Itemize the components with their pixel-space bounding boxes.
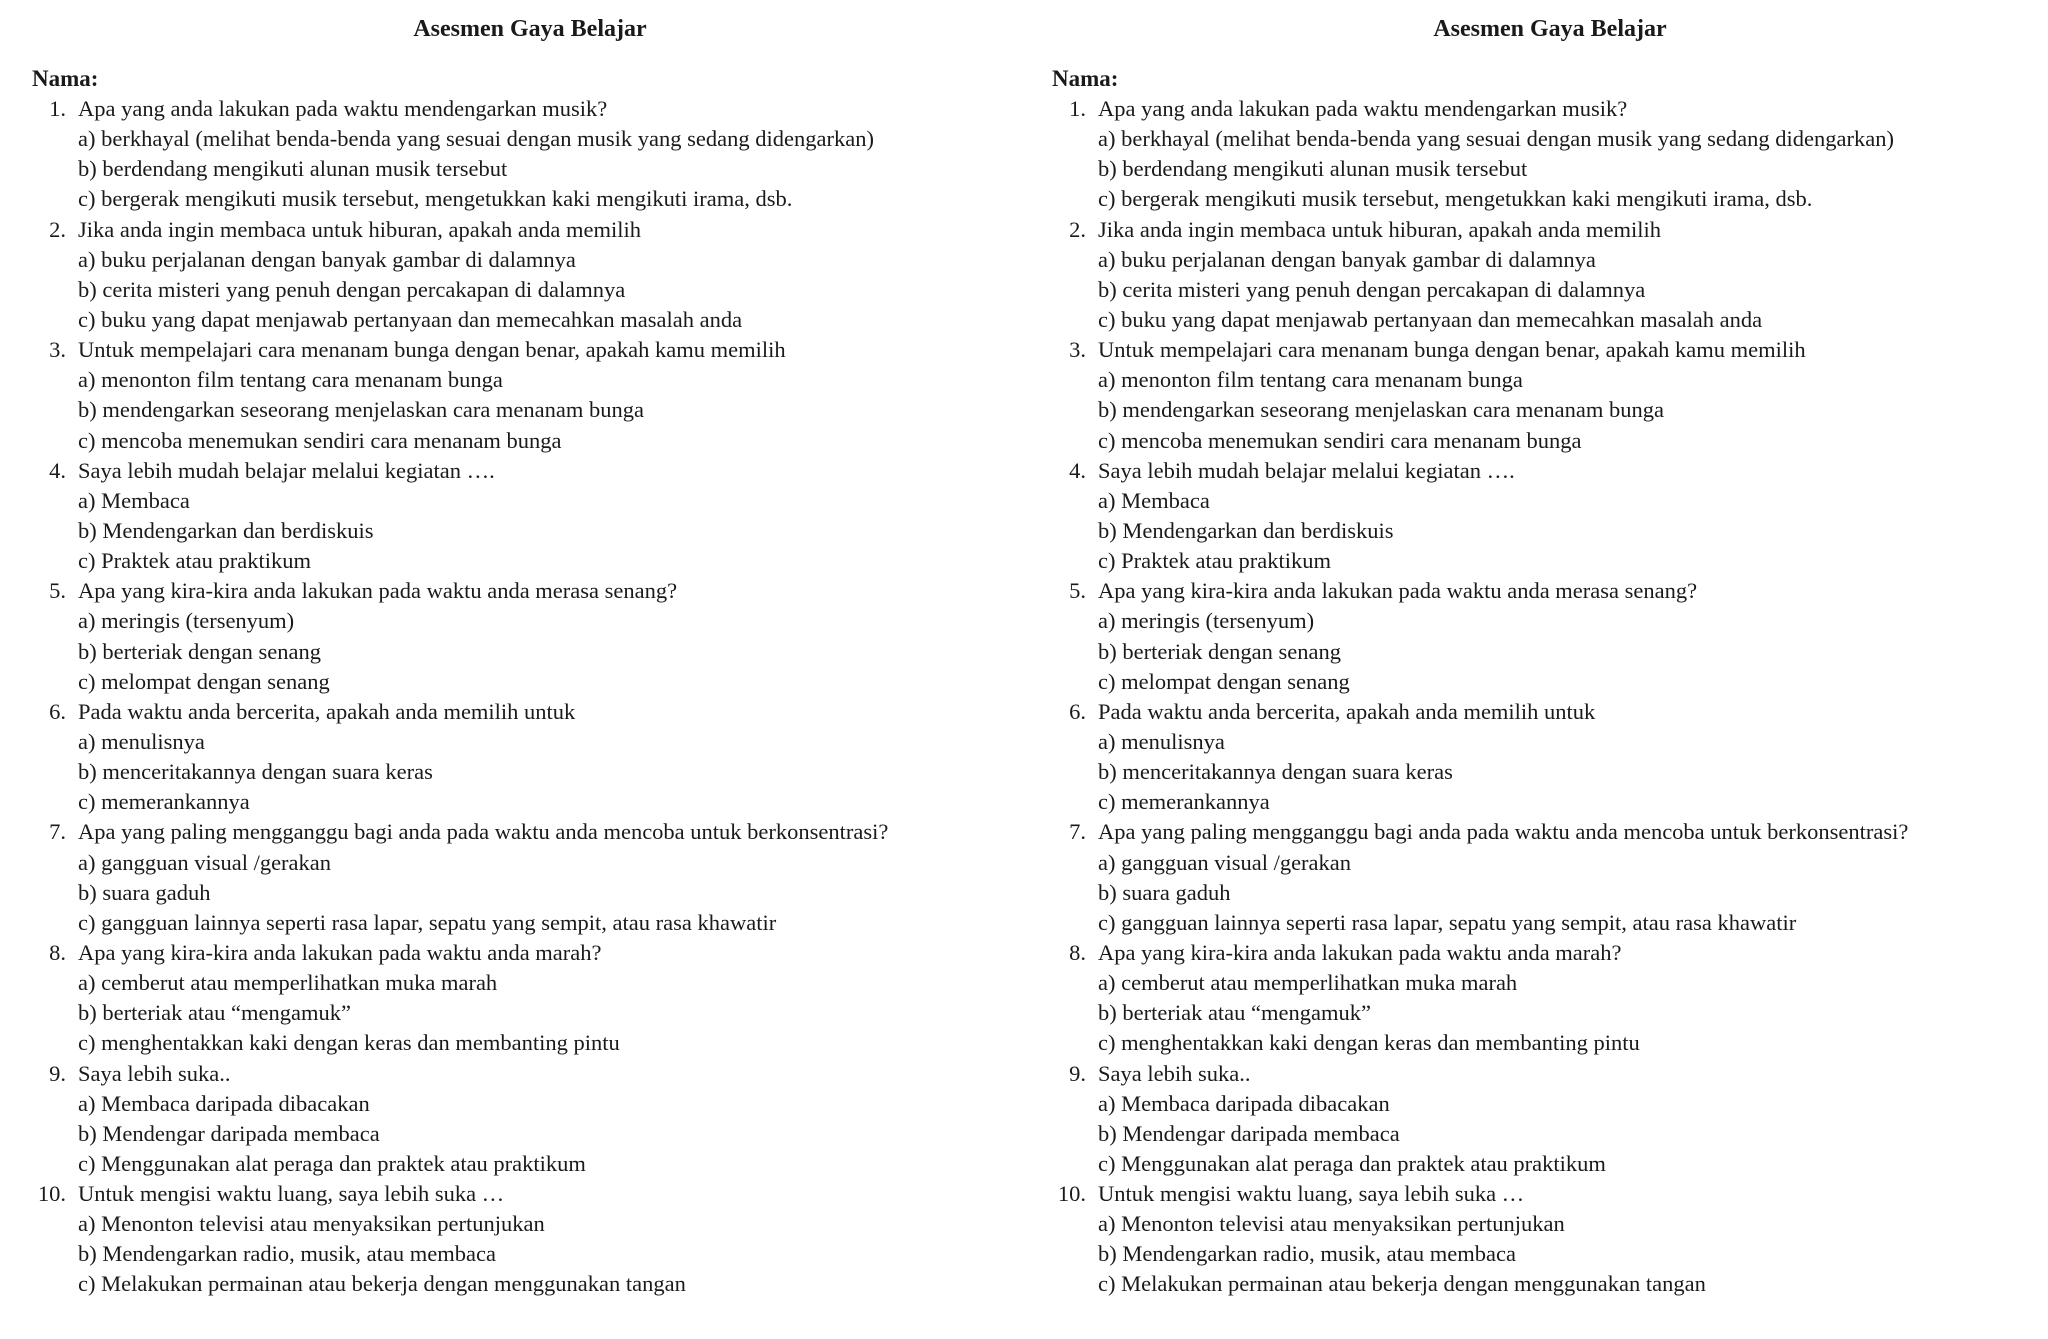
question-number: 8. (49, 939, 66, 965)
question-number: 6. (1069, 698, 1086, 724)
answer-option (30, 275, 1030, 305)
answer-option (1050, 546, 2048, 576)
answer-option (1050, 486, 2048, 516)
answer-option (30, 606, 1030, 636)
answer-option (1050, 848, 2048, 878)
answer-option-text: b) Mendengarkan radio, musik, atau membaca (78, 1241, 496, 1267)
answer-option-text: a) buku perjalanan dengan banyak gambar di dalamnya (78, 246, 576, 272)
answer-option (30, 968, 1030, 998)
answer-option-text: c) bergerak mengikuti musik tersebut, mengetukkan kaki mengikuti irama, dsb. (1098, 186, 1813, 212)
answer-option-text: c) Praktek atau praktikum (78, 548, 312, 574)
question-text: Apa yang kira-kira anda lakukan pada waktu anda marah? (78, 939, 602, 965)
answer-option-text: c) menghentakkan kaki dengan keras dan membanting pintu (1098, 1030, 1640, 1056)
answer-option-text: a) menulisnya (1098, 728, 1225, 754)
question-item (30, 1059, 1030, 1089)
answer-option-text: c) memerankannya (78, 789, 250, 815)
answer-option (1050, 395, 2048, 425)
question-item (30, 335, 1030, 365)
answer-option-text: a) gangguan visual /gerakan (78, 849, 332, 875)
answer-option (1050, 606, 2048, 636)
question-item (1050, 576, 2048, 606)
answer-option (30, 1119, 1030, 1149)
answer-option-text: a) Menonton televisi atau menyaksikan pertunjukan (1098, 1211, 1565, 1237)
answer-option (1050, 305, 2048, 335)
answer-option-text: b) berteriak atau “mengamuk” (78, 1000, 351, 1026)
answer-option (30, 365, 1030, 395)
answer-option (1050, 757, 2048, 787)
question-item (30, 94, 1030, 124)
answer-option-text: b) berdendang mengikuti alunan musik tersebut (1098, 156, 1528, 182)
answer-option-text: a) Membaca daripada dibacakan (1098, 1090, 1390, 1116)
question-text: Pada waktu anda bercerita, apakah anda memilih untuk (78, 698, 576, 724)
question-text: Apa yang paling mengganggu bagi anda pada waktu anda mencoba untuk berkonsentrasi? (78, 819, 889, 845)
question-number: 5. (1069, 578, 1086, 604)
answer-option (30, 1269, 1030, 1299)
question-list (30, 94, 1030, 1300)
question-item (30, 215, 1030, 245)
question-text: Saya lebih suka.. (1098, 1060, 1251, 1086)
answer-option (1050, 667, 2048, 697)
question-text: Pada waktu anda bercerita, apakah anda memilih untuk (1098, 698, 1596, 724)
answer-option (30, 486, 1030, 516)
answer-option (30, 1239, 1030, 1269)
answer-option (1050, 516, 2048, 546)
question-number: 7. (1069, 819, 1086, 845)
answer-option (30, 787, 1030, 817)
question-item (1050, 215, 2048, 245)
answer-option-text: b) mendengarkan seseorang menjelaskan cara menanam bunga (1098, 397, 1665, 423)
question-number: 8. (1069, 939, 1086, 965)
question-number: 5. (49, 578, 66, 604)
answer-option-text: b) Mendengarkan dan berdiskuis (1098, 517, 1394, 543)
answer-option (1050, 245, 2048, 275)
answer-option (30, 878, 1030, 908)
answer-option-text: a) gangguan visual /gerakan (1098, 849, 1352, 875)
question-number: 10. (37, 1181, 66, 1207)
answer-option-text: b) berteriak dengan senang (78, 638, 322, 664)
answer-option-text: a) menonton film tentang cara menanam bunga (1098, 367, 1523, 393)
question-number: 1. (1069, 96, 1086, 121)
question-item (1050, 938, 2048, 968)
question-number: 3. (49, 337, 66, 363)
answer-option (1050, 1119, 2048, 1149)
question-number: 9. (49, 1060, 66, 1086)
answer-option-text: b) Mendengar daripada membaca (1098, 1120, 1400, 1146)
answer-option (30, 245, 1030, 275)
answer-option-text: b) berdendang mengikuti alunan musik tersebut (78, 156, 508, 182)
question-item (30, 817, 1030, 847)
answer-option (30, 1149, 1030, 1179)
answer-option-text: a) meringis (tersenyum) (78, 608, 295, 634)
question-item (1050, 335, 2048, 365)
name-label: Nama: (1052, 66, 1119, 91)
answer-option (30, 516, 1030, 546)
answer-option-text: a) Membaca daripada dibacakan (78, 1090, 370, 1116)
question-number: 9. (1069, 1060, 1086, 1086)
answer-option (1050, 124, 2048, 154)
answer-option (30, 1089, 1030, 1119)
question-item (1050, 817, 2048, 847)
answer-option (30, 395, 1030, 425)
answer-option (1050, 878, 2048, 908)
answer-option-text: b) suara gaduh (1098, 879, 1231, 905)
answer-option-text: c) gangguan lainnya seperti rasa lapar, sepatu yang sempit, atau rasa khawatir (1098, 909, 1797, 935)
answer-option-text: a) buku perjalanan dengan banyak gambar di dalamnya (1098, 246, 1596, 272)
answer-option (30, 1209, 1030, 1239)
answer-option-text: c) Melakukan permainan atau bekerja dengan menggunakan tangan (78, 1271, 686, 1297)
answer-option-text: a) Membaca (78, 487, 190, 513)
answer-option (30, 848, 1030, 878)
question-number: 3. (1069, 337, 1086, 363)
answer-option (1050, 1269, 2048, 1299)
answer-option-text: a) berkhayal (melihat benda-benda yang sesuai dengan musik yang sedang didengarkan) (78, 126, 874, 152)
question-number: 4. (49, 457, 66, 483)
answer-option-text: c) Praktek atau praktikum (1098, 548, 1332, 574)
question-text: Apa yang anda lakukan pada waktu mendengarkan musik? (1098, 96, 1628, 121)
answer-option-text: a) cemberut atau memperlihatkan muka marah (1098, 970, 1518, 996)
question-number: 6. (49, 698, 66, 724)
answer-option-text: c) gangguan lainnya seperti rasa lapar, sepatu yang sempit, atau rasa khawatir (78, 909, 777, 935)
answer-option-text: c) mencoba menemukan sendiri cara menanam bunga (1098, 427, 1582, 453)
answer-option (30, 998, 1030, 1028)
answer-option-text: b) Mendengarkan dan berdiskuis (78, 517, 374, 543)
answer-option-text: a) Membaca (1098, 487, 1210, 513)
answer-option-text: b) suara gaduh (78, 879, 211, 905)
answer-option-text: c) buku yang dapat menjawab pertanyaan dan memecahkan masalah anda (78, 306, 743, 332)
answer-option-text: c) melompat dengan senang (1098, 668, 1350, 694)
answer-option-text: b) cerita misteri yang penuh dengan percakapan di dalamnya (1098, 276, 1646, 302)
question-item (1050, 456, 2048, 486)
question-item (30, 1179, 1030, 1209)
answer-option (30, 637, 1030, 667)
answer-option (30, 124, 1030, 154)
question-item (1050, 1059, 2048, 1089)
answer-option (30, 546, 1030, 576)
answer-option-text: a) Menonton televisi atau menyaksikan pertunjukan (78, 1211, 545, 1237)
answer-option-text: c) mencoba menemukan sendiri cara menanam bunga (78, 427, 562, 453)
question-number: 2. (49, 216, 66, 242)
question-item (30, 697, 1030, 727)
question-number: 4. (1069, 457, 1086, 483)
answer-option-text: b) Mendengar daripada membaca (78, 1120, 380, 1146)
question-item (30, 456, 1030, 486)
answer-option (1050, 637, 2048, 667)
answer-option-text: b) berteriak dengan senang (1098, 638, 1342, 664)
answer-option (1050, 1239, 2048, 1269)
question-list (1050, 94, 2048, 1300)
answer-option (1050, 1089, 2048, 1119)
answer-option-text: b) menceritakannya dengan suara keras (78, 759, 433, 785)
assessment-sheet-left (30, 0, 1040, 1339)
answer-option-text: a) cemberut atau memperlihatkan muka marah (78, 970, 498, 996)
answer-option-text: c) melompat dengan senang (78, 668, 330, 694)
answer-option (1050, 275, 2048, 305)
question-number: 10. (1057, 1181, 1086, 1207)
question-text: Untuk mengisi waktu luang, saya lebih suka … (78, 1181, 505, 1207)
answer-option-text: b) Mendengarkan radio, musik, atau membaca (1098, 1241, 1516, 1267)
answer-option-text: c) Menggunakan alat peraga dan praktek atau praktikum (78, 1150, 586, 1176)
answer-option-text: c) Melakukan permainan atau bekerja dengan menggunakan tangan (1098, 1271, 1706, 1297)
answer-option (1050, 1028, 2048, 1058)
answer-option (1050, 998, 2048, 1028)
answer-option (1050, 968, 2048, 998)
question-text: Apa yang anda lakukan pada waktu mendengarkan musik? (78, 96, 608, 121)
answer-option-text: c) memerankannya (1098, 789, 1270, 815)
document-title: Asesmen Gaya Belajar (413, 16, 647, 42)
question-text: Apa yang kira-kira anda lakukan pada waktu anda merasa senang? (1098, 578, 1698, 604)
answer-option-text: c) bergerak mengikuti musik tersebut, mengetukkan kaki mengikuti irama, dsb. (78, 186, 793, 212)
question-text: Apa yang kira-kira anda lakukan pada waktu anda merasa senang? (78, 578, 678, 604)
question-number: 2. (1069, 216, 1086, 242)
question-item (1050, 1179, 2048, 1209)
answer-option-text: c) Menggunakan alat peraga dan praktek atau praktikum (1098, 1150, 1606, 1176)
question-item (1050, 94, 2048, 124)
document-title: Asesmen Gaya Belajar (1433, 16, 1667, 42)
answer-option (1050, 908, 2048, 938)
answer-option (30, 426, 1030, 456)
answer-option (30, 1028, 1030, 1058)
answer-option-text: c) menghentakkan kaki dengan keras dan membanting pintu (78, 1030, 620, 1056)
name-label: Nama: (32, 66, 99, 91)
answer-option (30, 727, 1030, 757)
question-text: Untuk mengisi waktu luang, saya lebih suka … (1098, 1181, 1525, 1207)
answer-option (1050, 727, 2048, 757)
answer-option-text: c) buku yang dapat menjawab pertanyaan dan memecahkan masalah anda (1098, 306, 1763, 332)
answer-option-text: b) berteriak atau “mengamuk” (1098, 1000, 1371, 1026)
question-number: 1. (49, 96, 66, 121)
answer-option (1050, 184, 2048, 214)
answer-option (1050, 426, 2048, 456)
answer-option (30, 184, 1030, 214)
question-text: Apa yang paling mengganggu bagi anda pada waktu anda mencoba untuk berkonsentrasi? (1098, 819, 1909, 845)
answer-option (1050, 1149, 2048, 1179)
question-item (1050, 697, 2048, 727)
answer-option-text: a) meringis (tersenyum) (1098, 608, 1315, 634)
question-number: 7. (49, 819, 66, 845)
answer-option (1050, 787, 2048, 817)
question-text: Saya lebih mudah belajar melalui kegiatan …. (78, 457, 495, 483)
question-item (30, 938, 1030, 968)
question-text: Jika anda ingin membaca untuk hiburan, apakah anda memilih (78, 216, 641, 242)
answer-option (1050, 154, 2048, 184)
answer-option (30, 908, 1030, 938)
answer-option-text: b) mendengarkan seseorang menjelaskan cara menanam bunga (78, 397, 645, 423)
answer-option (30, 757, 1030, 787)
question-text: Saya lebih mudah belajar melalui kegiatan …. (1098, 457, 1515, 483)
answer-option (1050, 1209, 2048, 1239)
answer-option (30, 667, 1030, 697)
question-text: Apa yang kira-kira anda lakukan pada waktu anda marah? (1098, 939, 1622, 965)
answer-option (1050, 365, 2048, 395)
question-text: Saya lebih suka.. (78, 1060, 231, 1086)
answer-option-text: a) berkhayal (melihat benda-benda yang sesuai dengan musik yang sedang didengarkan) (1098, 126, 1894, 152)
answer-option-text: b) menceritakannya dengan suara keras (1098, 759, 1453, 785)
question-text: Untuk mempelajari cara menanam bunga dengan benar, apakah kamu memilih (78, 337, 786, 363)
answer-option-text: a) menonton film tentang cara menanam bunga (78, 367, 503, 393)
answer-option (30, 154, 1030, 184)
question-text: Jika anda ingin membaca untuk hiburan, apakah anda memilih (1098, 216, 1661, 242)
answer-option-text: b) cerita misteri yang penuh dengan percakapan di dalamnya (78, 276, 626, 302)
answer-option-text: a) menulisnya (78, 728, 205, 754)
assessment-sheet-right (1050, 0, 2048, 1339)
question-item (30, 576, 1030, 606)
question-text: Untuk mempelajari cara menanam bunga dengan benar, apakah kamu memilih (1098, 337, 1806, 363)
answer-option (30, 305, 1030, 335)
